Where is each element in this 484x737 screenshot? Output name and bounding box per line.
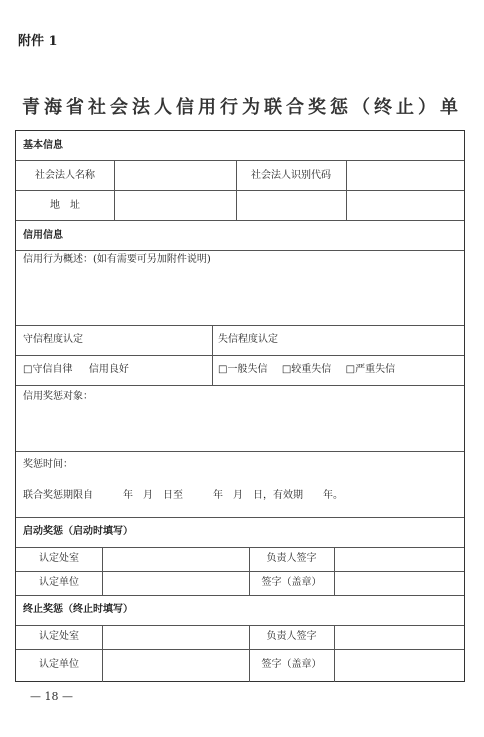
col-divider (334, 547, 335, 595)
col-divider (102, 625, 103, 682)
row-divider (16, 517, 464, 518)
row-divider (16, 547, 464, 548)
period-text: 联合奖惩期限自 年 月 日至 年 月 日，有效期 年。 (23, 490, 343, 501)
id-code-label: 社会法人识别代码 (251, 170, 331, 181)
end-seal-label: 签字（盖章） (261, 659, 322, 670)
start-seal-label: 签字（盖章） (261, 577, 322, 588)
end-signer-label: 负责人签字 (266, 631, 317, 642)
distrust-options (218, 363, 395, 377)
attachment-label: 附件 1 (18, 34, 58, 49)
start-unit-label: 认定单位 (39, 577, 79, 588)
distrust-level-label: 失信程度认定 (218, 334, 278, 345)
row-divider (16, 220, 464, 221)
row-divider (16, 325, 464, 326)
name-label: 社会法人名称 (35, 170, 95, 181)
page-number: — 18 — (30, 690, 73, 703)
start-section-heading: 启动奖惩（启动时填写） (23, 526, 133, 537)
address-label: 地 址 (50, 200, 80, 211)
distrust-option-label: 一般失信 (227, 364, 268, 375)
trust-level-label: 守信程度认定 (23, 334, 83, 345)
trust-option-label: 信用良好 (88, 364, 129, 375)
checkbox-icon[interactable]: □ (345, 364, 356, 375)
start-signer-label: 负责人签字 (266, 553, 317, 564)
col-divider (212, 325, 213, 385)
row-divider (16, 451, 464, 452)
distrust-option-label: 较重失信 (291, 364, 332, 375)
distrust-option-label: 严重失信 (355, 364, 396, 375)
overview-label: 信用行为概述：(如有需要可另加附件说明) (23, 254, 211, 265)
basic-info-heading: 基本信息 (23, 140, 63, 151)
credit-form (15, 130, 465, 682)
target-label: 信用奖惩对象： (23, 391, 93, 402)
row-divider (16, 250, 464, 251)
col-divider (346, 160, 347, 220)
start-dept-label: 认定处室 (39, 553, 79, 564)
checkbox-icon[interactable]: □ (281, 364, 292, 375)
row-divider (16, 625, 464, 626)
credit-info-heading: 信用信息 (23, 230, 63, 241)
row-divider (16, 595, 464, 596)
col-divider (334, 625, 335, 682)
checkbox-icon[interactable]: □ (23, 364, 33, 375)
row-divider (16, 385, 464, 386)
form-title: 青海省社会法人信用行为联合奖惩（终止）单 (22, 97, 462, 118)
end-section-heading: 终止奖惩（终止时填写） (23, 604, 133, 615)
col-divider (102, 547, 103, 595)
trust-options (23, 363, 129, 377)
row-divider (16, 190, 464, 191)
row-divider (16, 649, 464, 650)
row-divider (16, 571, 464, 572)
col-divider (114, 160, 115, 220)
row-divider (16, 160, 464, 161)
end-dept-label: 认定处室 (39, 631, 79, 642)
checkbox-icon[interactable]: □ (218, 364, 228, 375)
row-divider (16, 355, 464, 356)
time-label: 奖惩时间： (23, 459, 73, 470)
end-unit-label: 认定单位 (39, 659, 79, 670)
trust-option-label: 守信自律 (32, 364, 73, 375)
